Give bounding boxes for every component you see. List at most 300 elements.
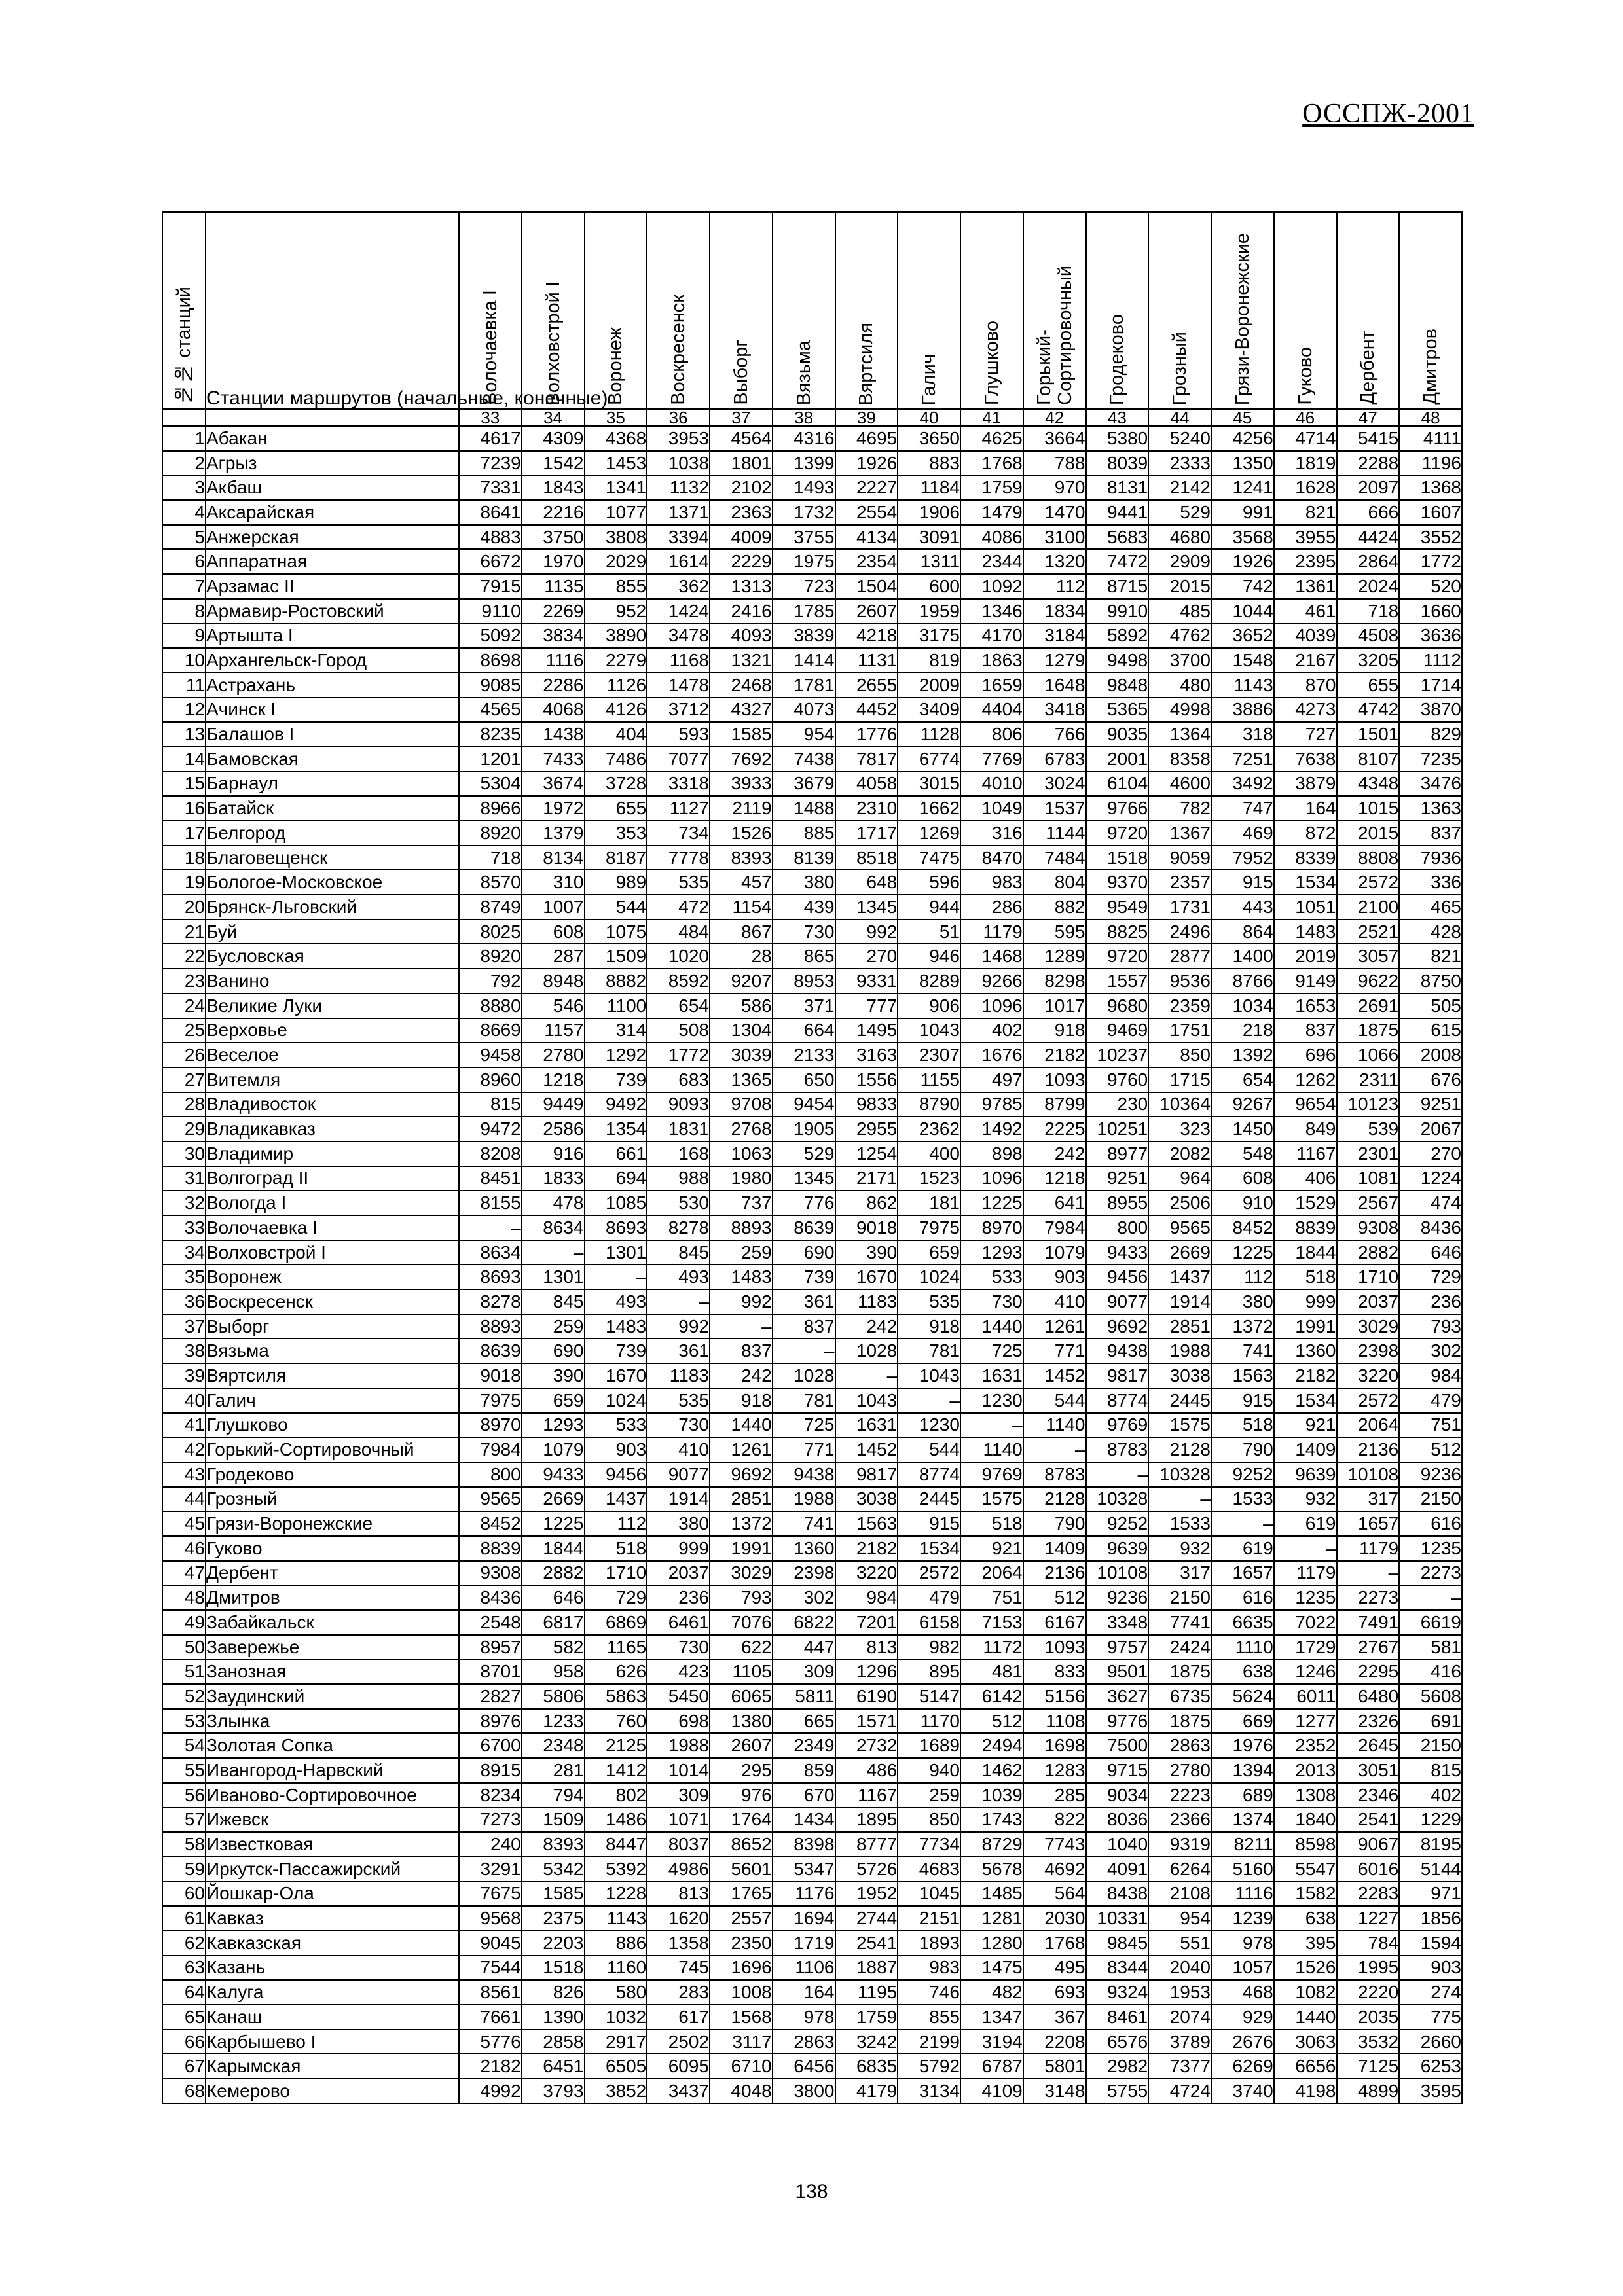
distance-cell: 318 xyxy=(1211,722,1274,747)
distance-cell: 8893 xyxy=(459,1314,522,1339)
distance-cell: 5792 xyxy=(898,2054,960,2079)
distance-cell: 218 xyxy=(1211,1018,1274,1043)
distance-cell: 164 xyxy=(773,1980,835,2005)
distance-cell: 1534 xyxy=(1274,1388,1337,1413)
distance-cell: 1534 xyxy=(898,1536,960,1561)
distance-cell: 4198 xyxy=(1274,2079,1337,2104)
distance-cell: 790 xyxy=(1211,1437,1274,1462)
station-number: 12 xyxy=(162,698,206,723)
distance-cell: 3552 xyxy=(1399,525,1462,550)
station-name: Канаш xyxy=(206,2005,459,2030)
column-number: 44 xyxy=(1148,409,1211,426)
distance-cell: 1254 xyxy=(835,1141,898,1166)
distance-cell: 944 xyxy=(898,895,960,920)
distance-cell: 954 xyxy=(1148,1906,1211,1931)
column-number: 40 xyxy=(898,409,960,426)
distance-cell: 6735 xyxy=(1148,1684,1211,1709)
distance-cell: – xyxy=(1086,1462,1149,1487)
table-row xyxy=(162,747,1462,772)
distance-cell: 5147 xyxy=(898,1684,960,1709)
table-row xyxy=(162,1906,1462,1931)
distance-cell: 3750 xyxy=(522,525,585,550)
distance-cell: 6635 xyxy=(1211,1610,1274,1635)
station-number: 42 xyxy=(162,1437,206,1462)
distance-cell: 821 xyxy=(1274,500,1337,525)
distance-cell: 1092 xyxy=(960,574,1023,599)
distance-cell: 9458 xyxy=(459,1043,522,1067)
distance-cell: 474 xyxy=(1399,1191,1462,1215)
distance-cell: 164 xyxy=(1274,796,1337,821)
distance-cell: – xyxy=(647,1289,710,1314)
distance-cell: 2917 xyxy=(585,2030,647,2054)
distance-cell: 10364 xyxy=(1148,1092,1211,1117)
distance-table xyxy=(162,211,1463,2104)
distance-cell: 6822 xyxy=(773,1610,835,1635)
distance-cell: 9236 xyxy=(1399,1462,1462,1487)
distance-cell: 5342 xyxy=(522,1857,585,1882)
distance-cell: 6787 xyxy=(960,2054,1023,2079)
distance-cell: 112 xyxy=(1211,1265,1274,1289)
column-header: Волховстрой I xyxy=(522,212,585,409)
distance-cell: 564 xyxy=(1023,1882,1086,1907)
distance-cell: 813 xyxy=(835,1635,898,1660)
distance-cell: 833 xyxy=(1023,1659,1086,1684)
distance-cell: 8358 xyxy=(1148,747,1211,772)
station-name: Бологое-Московское xyxy=(206,870,459,895)
distance-cell: 1614 xyxy=(647,549,710,574)
distance-cell: 6264 xyxy=(1148,1857,1211,1882)
distance-cell: 2586 xyxy=(522,1117,585,1141)
distance-cell: 2398 xyxy=(773,1561,835,1586)
distance-cell: 2858 xyxy=(522,2030,585,2054)
station-name: Акбаш xyxy=(206,475,459,500)
station-number: 39 xyxy=(162,1363,206,1388)
distance-cell: – xyxy=(459,1215,522,1240)
distance-cell: 7544 xyxy=(459,1956,522,1981)
distance-cell: 3029 xyxy=(1337,1314,1400,1339)
distance-cell: 9207 xyxy=(710,969,773,994)
distance-cell: 1028 xyxy=(835,1338,898,1363)
distance-cell: 9549 xyxy=(1086,895,1149,920)
distance-cell: 1772 xyxy=(1399,549,1462,574)
distance-cell: 546 xyxy=(522,994,585,1018)
distance-cell: 9456 xyxy=(585,1462,647,1487)
station-name: Йошкар-Ола xyxy=(206,1882,459,1907)
distance-cell: 978 xyxy=(1211,1931,1274,1956)
distance-cell: 1279 xyxy=(1023,648,1086,673)
distance-cell: 777 xyxy=(835,994,898,1018)
distance-cell: 4695 xyxy=(835,426,898,451)
distance-cell: 1365 xyxy=(710,1067,773,1092)
distance-cell: 1100 xyxy=(585,994,647,1018)
station-number: 20 xyxy=(162,895,206,920)
distance-cell: 615 xyxy=(1399,1018,1462,1043)
distance-cell: 1887 xyxy=(835,1956,898,1981)
distance-cell: 4762 xyxy=(1148,624,1211,649)
distance-cell: 8298 xyxy=(1023,969,1086,994)
distance-cell: 5240 xyxy=(1148,426,1211,451)
table-row xyxy=(162,698,1462,723)
distance-cell: 1495 xyxy=(835,1018,898,1043)
distance-cell: 2955 xyxy=(835,1117,898,1141)
distance-cell: 495 xyxy=(1023,1956,1086,1981)
distance-cell: 7984 xyxy=(459,1437,522,1462)
distance-cell: 486 xyxy=(835,1758,898,1783)
distance-cell: 2346 xyxy=(1337,1783,1400,1808)
distance-cell: 479 xyxy=(898,1585,960,1610)
distance-cell: 2273 xyxy=(1399,1561,1462,1586)
distance-cell: 3038 xyxy=(1148,1363,1211,1388)
distance-cell: 1179 xyxy=(960,920,1023,944)
station-number: 58 xyxy=(162,1832,206,1857)
table-row xyxy=(162,1561,1462,1586)
distance-cell: 1230 xyxy=(898,1413,960,1438)
distance-cell: 1980 xyxy=(710,1166,773,1191)
column-number: 41 xyxy=(960,409,1023,426)
distance-cell: 581 xyxy=(1399,1635,1462,1660)
distance-cell: 10237 xyxy=(1086,1043,1149,1067)
column-header: Гуково xyxy=(1274,212,1337,409)
distance-cell: 725 xyxy=(960,1338,1023,1363)
distance-cell: 723 xyxy=(773,574,835,599)
distance-cell: 650 xyxy=(773,1067,835,1092)
distance-cell: 1374 xyxy=(1211,1808,1274,1833)
distance-cell: 2744 xyxy=(835,1906,898,1931)
distance-cell: 1093 xyxy=(1023,1635,1086,1660)
distance-cell: 447 xyxy=(773,1635,835,1660)
station-number: 2 xyxy=(162,451,206,476)
distance-cell: 1157 xyxy=(522,1018,585,1043)
distance-cell: 8134 xyxy=(522,846,585,870)
distance-cell: 2557 xyxy=(710,1906,773,1931)
station-name: Калуга xyxy=(206,1980,459,2005)
distance-cell: – xyxy=(710,1314,773,1339)
distance-cell: 317 xyxy=(1337,1487,1400,1512)
distance-cell: 1372 xyxy=(1211,1314,1274,1339)
distance-cell: 9059 xyxy=(1148,846,1211,870)
distance-cell: 1346 xyxy=(960,599,1023,624)
distance-cell: 1486 xyxy=(585,1808,647,1833)
distance-cell: 3879 xyxy=(1274,772,1337,797)
distance-cell: 2445 xyxy=(1148,1388,1211,1413)
distance-cell: 9766 xyxy=(1086,796,1149,821)
distance-cell: – xyxy=(898,1388,960,1413)
distance-cell: 619 xyxy=(1211,1536,1274,1561)
distance-cell: 5160 xyxy=(1211,1857,1274,1882)
table-row xyxy=(162,1635,1462,1660)
distance-cell: 400 xyxy=(898,1141,960,1166)
station-name: Владимир xyxy=(206,1141,459,1166)
station-name: Дмитров xyxy=(206,1585,459,1610)
distance-cell: 1063 xyxy=(710,1141,773,1166)
distance-cell: 2136 xyxy=(1023,1561,1086,1586)
distance-cell: 1066 xyxy=(1337,1043,1400,1067)
distance-cell: 8774 xyxy=(1086,1388,1149,1413)
station-number: 6 xyxy=(162,549,206,574)
distance-cell: 1731 xyxy=(1148,895,1211,920)
distance-cell: 5304 xyxy=(459,772,522,797)
distance-cell: 3740 xyxy=(1211,2079,1274,2104)
distance-cell: 4992 xyxy=(459,2079,522,2104)
column-number: 34 xyxy=(522,409,585,426)
distance-cell: 1229 xyxy=(1399,1808,1462,1833)
column-number: 33 xyxy=(459,409,522,426)
distance-cell: 5726 xyxy=(835,1857,898,1882)
distance-cell: 865 xyxy=(773,944,835,969)
distance-cell: 9848 xyxy=(1086,673,1149,698)
distance-cell: 9251 xyxy=(1399,1092,1462,1117)
distance-cell: 8438 xyxy=(1086,1882,1149,1907)
distance-cell: 1409 xyxy=(1274,1437,1337,1462)
table-row xyxy=(162,1166,1462,1191)
distance-cell: 9769 xyxy=(960,1462,1023,1487)
distance-cell: 7975 xyxy=(459,1388,522,1413)
distance-cell: 1043 xyxy=(898,1018,960,1043)
station-name: Абакан xyxy=(206,426,459,451)
station-name: Грязи-Воронежские xyxy=(206,1511,459,1536)
distance-cell: 9769 xyxy=(1086,1413,1149,1438)
distance-cell: 1764 xyxy=(710,1808,773,1833)
distance-cell: 1698 xyxy=(1023,1733,1086,1758)
column-number: 46 xyxy=(1274,409,1337,426)
distance-cell: 2669 xyxy=(1148,1240,1211,1265)
distance-cell: 1450 xyxy=(1211,1117,1274,1141)
distance-cell: 1988 xyxy=(647,1733,710,1758)
distance-cell: 7235 xyxy=(1399,747,1462,772)
distance-cell: 788 xyxy=(1023,451,1086,476)
distance-cell: 1176 xyxy=(773,1882,835,1907)
distance-cell: 1400 xyxy=(1211,944,1274,969)
distance-cell: 855 xyxy=(585,574,647,599)
distance-cell: 518 xyxy=(1274,1265,1337,1289)
distance-cell: 1453 xyxy=(585,451,647,476)
distance-cell: 1424 xyxy=(647,599,710,624)
distance-cell: 6451 xyxy=(522,2054,585,2079)
distance-cell: 903 xyxy=(585,1437,647,1462)
table-row xyxy=(162,599,1462,624)
distance-cell: 6158 xyxy=(898,1610,960,1635)
distance-cell: 646 xyxy=(1399,1240,1462,1265)
distance-cell: 1241 xyxy=(1211,475,1274,500)
distance-cell: 512 xyxy=(960,1709,1023,1734)
distance-cell: 1170 xyxy=(898,1709,960,1734)
distance-cell: 3038 xyxy=(835,1487,898,1512)
distance-cell: 1509 xyxy=(522,1808,585,1833)
distance-cell: 1368 xyxy=(1399,475,1462,500)
station-name: Гуково xyxy=(206,1536,459,1561)
distance-cell: 806 xyxy=(960,722,1023,747)
distance-cell: 1144 xyxy=(1023,821,1086,846)
distance-cell: 2182 xyxy=(835,1536,898,1561)
distance-cell: 535 xyxy=(647,1388,710,1413)
distance-cell: 1914 xyxy=(647,1487,710,1512)
distance-cell: 1485 xyxy=(960,1882,1023,1907)
distance-cell: 596 xyxy=(898,870,960,895)
distance-cell: 915 xyxy=(1211,870,1274,895)
distance-cell: 2780 xyxy=(522,1043,585,1067)
station-name: Белгород xyxy=(206,821,459,846)
distance-cell: 793 xyxy=(1399,1314,1462,1339)
table-row xyxy=(162,1388,1462,1413)
distance-cell: 1112 xyxy=(1399,648,1462,673)
column-number-blank xyxy=(162,409,206,426)
distance-cell: 535 xyxy=(898,1289,960,1314)
distance-cell: 1347 xyxy=(960,2005,1023,2030)
distance-cell: 9845 xyxy=(1086,1931,1149,1956)
distance-cell: 1143 xyxy=(585,1906,647,1931)
distance-cell: 3205 xyxy=(1337,648,1400,673)
distance-cell: 910 xyxy=(1211,1191,1274,1215)
distance-cell: 654 xyxy=(647,994,710,1018)
distance-cell: 1659 xyxy=(960,673,1023,698)
distance-cell: 7472 xyxy=(1086,549,1149,574)
distance-cell: 6656 xyxy=(1274,2054,1337,2079)
distance-cell: 9093 xyxy=(647,1092,710,1117)
distance-cell: 690 xyxy=(522,1338,585,1363)
distance-cell: 1281 xyxy=(960,1906,1023,1931)
distance-cell: 9492 xyxy=(585,1092,647,1117)
distance-cell: 2982 xyxy=(1086,2054,1149,2079)
distance-cell: 9454 xyxy=(773,1092,835,1117)
distance-cell: 336 xyxy=(1399,870,1462,895)
distance-cell: 2864 xyxy=(1337,549,1400,574)
distance-cell: 4010 xyxy=(960,772,1023,797)
distance-cell: 2182 xyxy=(1274,1363,1337,1388)
distance-cell: 4998 xyxy=(1148,698,1211,723)
distance-cell: 461 xyxy=(1274,599,1337,624)
distance-cell: 2151 xyxy=(898,1906,960,1931)
distance-cell: 1043 xyxy=(898,1363,960,1388)
distance-cell: 2395 xyxy=(1274,549,1337,574)
distance-cell: 1607 xyxy=(1399,500,1462,525)
distance-cell: 670 xyxy=(773,1783,835,1808)
distance-cell: 7438 xyxy=(773,747,835,772)
distance-cell: 7734 xyxy=(898,1832,960,1857)
column-header: Галич xyxy=(898,212,960,409)
distance-cell: 8131 xyxy=(1086,475,1149,500)
distance-cell: 1714 xyxy=(1399,673,1462,698)
distance-cell: 978 xyxy=(773,2005,835,2030)
column-header: Грязи-Воронежские xyxy=(1211,212,1274,409)
distance-cell: 2102 xyxy=(710,475,773,500)
distance-cell: 1710 xyxy=(585,1561,647,1586)
station-number: 28 xyxy=(162,1092,206,1117)
distance-cell: 837 xyxy=(1274,1018,1337,1043)
distance-cell: 4348 xyxy=(1337,772,1400,797)
distance-cell: 622 xyxy=(710,1635,773,1660)
distance-cell: 1032 xyxy=(585,2005,647,2030)
distance-cell: 270 xyxy=(1399,1141,1462,1166)
distance-cell: 1131 xyxy=(835,648,898,673)
station-name: Карымская xyxy=(206,2054,459,2079)
distance-cell: 8235 xyxy=(459,722,522,747)
distance-cell: 2554 xyxy=(835,500,898,525)
distance-cell: 1434 xyxy=(773,1808,835,1833)
distance-cell: 916 xyxy=(522,1141,585,1166)
distance-cell: 665 xyxy=(773,1709,835,1734)
distance-cell: 5450 xyxy=(647,1684,710,1709)
distance-cell: 529 xyxy=(773,1141,835,1166)
distance-cell: 954 xyxy=(773,722,835,747)
distance-cell: 1154 xyxy=(710,895,773,920)
distance-cell: 4009 xyxy=(710,525,773,550)
distance-cell: 1438 xyxy=(522,722,585,747)
distance-cell: 1239 xyxy=(1211,1906,1274,1931)
distance-cell: 1631 xyxy=(960,1363,1023,1388)
distance-cell: 2767 xyxy=(1337,1635,1400,1660)
distance-cell: 1028 xyxy=(773,1363,835,1388)
distance-cell: 2310 xyxy=(835,796,898,821)
distance-cell: 7433 xyxy=(522,747,585,772)
station-name: Буй xyxy=(206,920,459,944)
station-number: 61 xyxy=(162,1906,206,1931)
distance-cell: 1371 xyxy=(647,500,710,525)
distance-cell: 1367 xyxy=(1148,821,1211,846)
station-name: Брянск-Льговский xyxy=(206,895,459,920)
distance-cell: 8976 xyxy=(459,1709,522,1734)
distance-cell: 1014 xyxy=(647,1758,710,1783)
distance-cell: 4170 xyxy=(960,624,1023,649)
distance-cell: 9720 xyxy=(1086,821,1149,846)
distance-cell: 6190 xyxy=(835,1684,898,1709)
distance-cell: 8839 xyxy=(459,1536,522,1561)
station-name: Артышта I xyxy=(206,624,459,649)
distance-cell: 309 xyxy=(773,1659,835,1684)
distance-cell: 870 xyxy=(1274,673,1337,698)
distance-cell: 5415 xyxy=(1337,426,1400,451)
distance-cell: 1225 xyxy=(960,1191,1023,1215)
distance-cell: 302 xyxy=(773,1585,835,1610)
distance-cell: 883 xyxy=(898,451,960,476)
distance-cell: 8436 xyxy=(1399,1215,1462,1240)
distance-cell: 2150 xyxy=(1399,1487,1462,1512)
distance-cell: 1529 xyxy=(1274,1191,1337,1215)
station-name: Гродеково xyxy=(206,1462,459,1487)
distance-cell: 5624 xyxy=(1211,1684,1274,1709)
column-number: 36 xyxy=(647,409,710,426)
distance-cell: 371 xyxy=(773,994,835,1018)
distance-cell: 1038 xyxy=(647,451,710,476)
station-number: 24 xyxy=(162,994,206,1018)
distance-cell: 1995 xyxy=(1337,1956,1400,1981)
distance-cell: 8893 xyxy=(710,1215,773,1240)
distance-cell: 3057 xyxy=(1337,944,1400,969)
distance-cell: 2064 xyxy=(1337,1413,1400,1438)
station-name: Барнаул xyxy=(206,772,459,797)
distance-cell: 8278 xyxy=(459,1289,522,1314)
distance-cell: 3184 xyxy=(1023,624,1086,649)
distance-cell: 6869 xyxy=(585,1610,647,1635)
station-number: 31 xyxy=(162,1166,206,1191)
distance-cell: 2363 xyxy=(710,500,773,525)
distance-cell: 7153 xyxy=(960,1610,1023,1635)
distance-cell: 691 xyxy=(1399,1709,1462,1734)
distance-cell: 741 xyxy=(773,1511,835,1536)
distance-cell: 533 xyxy=(960,1265,1023,1289)
distance-cell: 2286 xyxy=(522,673,585,698)
distance-cell: 530 xyxy=(647,1191,710,1215)
station-name: Балашов I xyxy=(206,722,459,747)
distance-cell: 9251 xyxy=(1086,1166,1149,1191)
station-name: Агрыз xyxy=(206,451,459,476)
distance-cell: 7201 xyxy=(835,1610,898,1635)
distance-cell: 2311 xyxy=(1337,1067,1400,1092)
table-row xyxy=(162,648,1462,673)
distance-cell: 2398 xyxy=(1337,1338,1400,1363)
distance-cell: 1653 xyxy=(1274,994,1337,1018)
distance-cell: 423 xyxy=(647,1659,710,1684)
distance-cell: 971 xyxy=(1399,1882,1462,1907)
